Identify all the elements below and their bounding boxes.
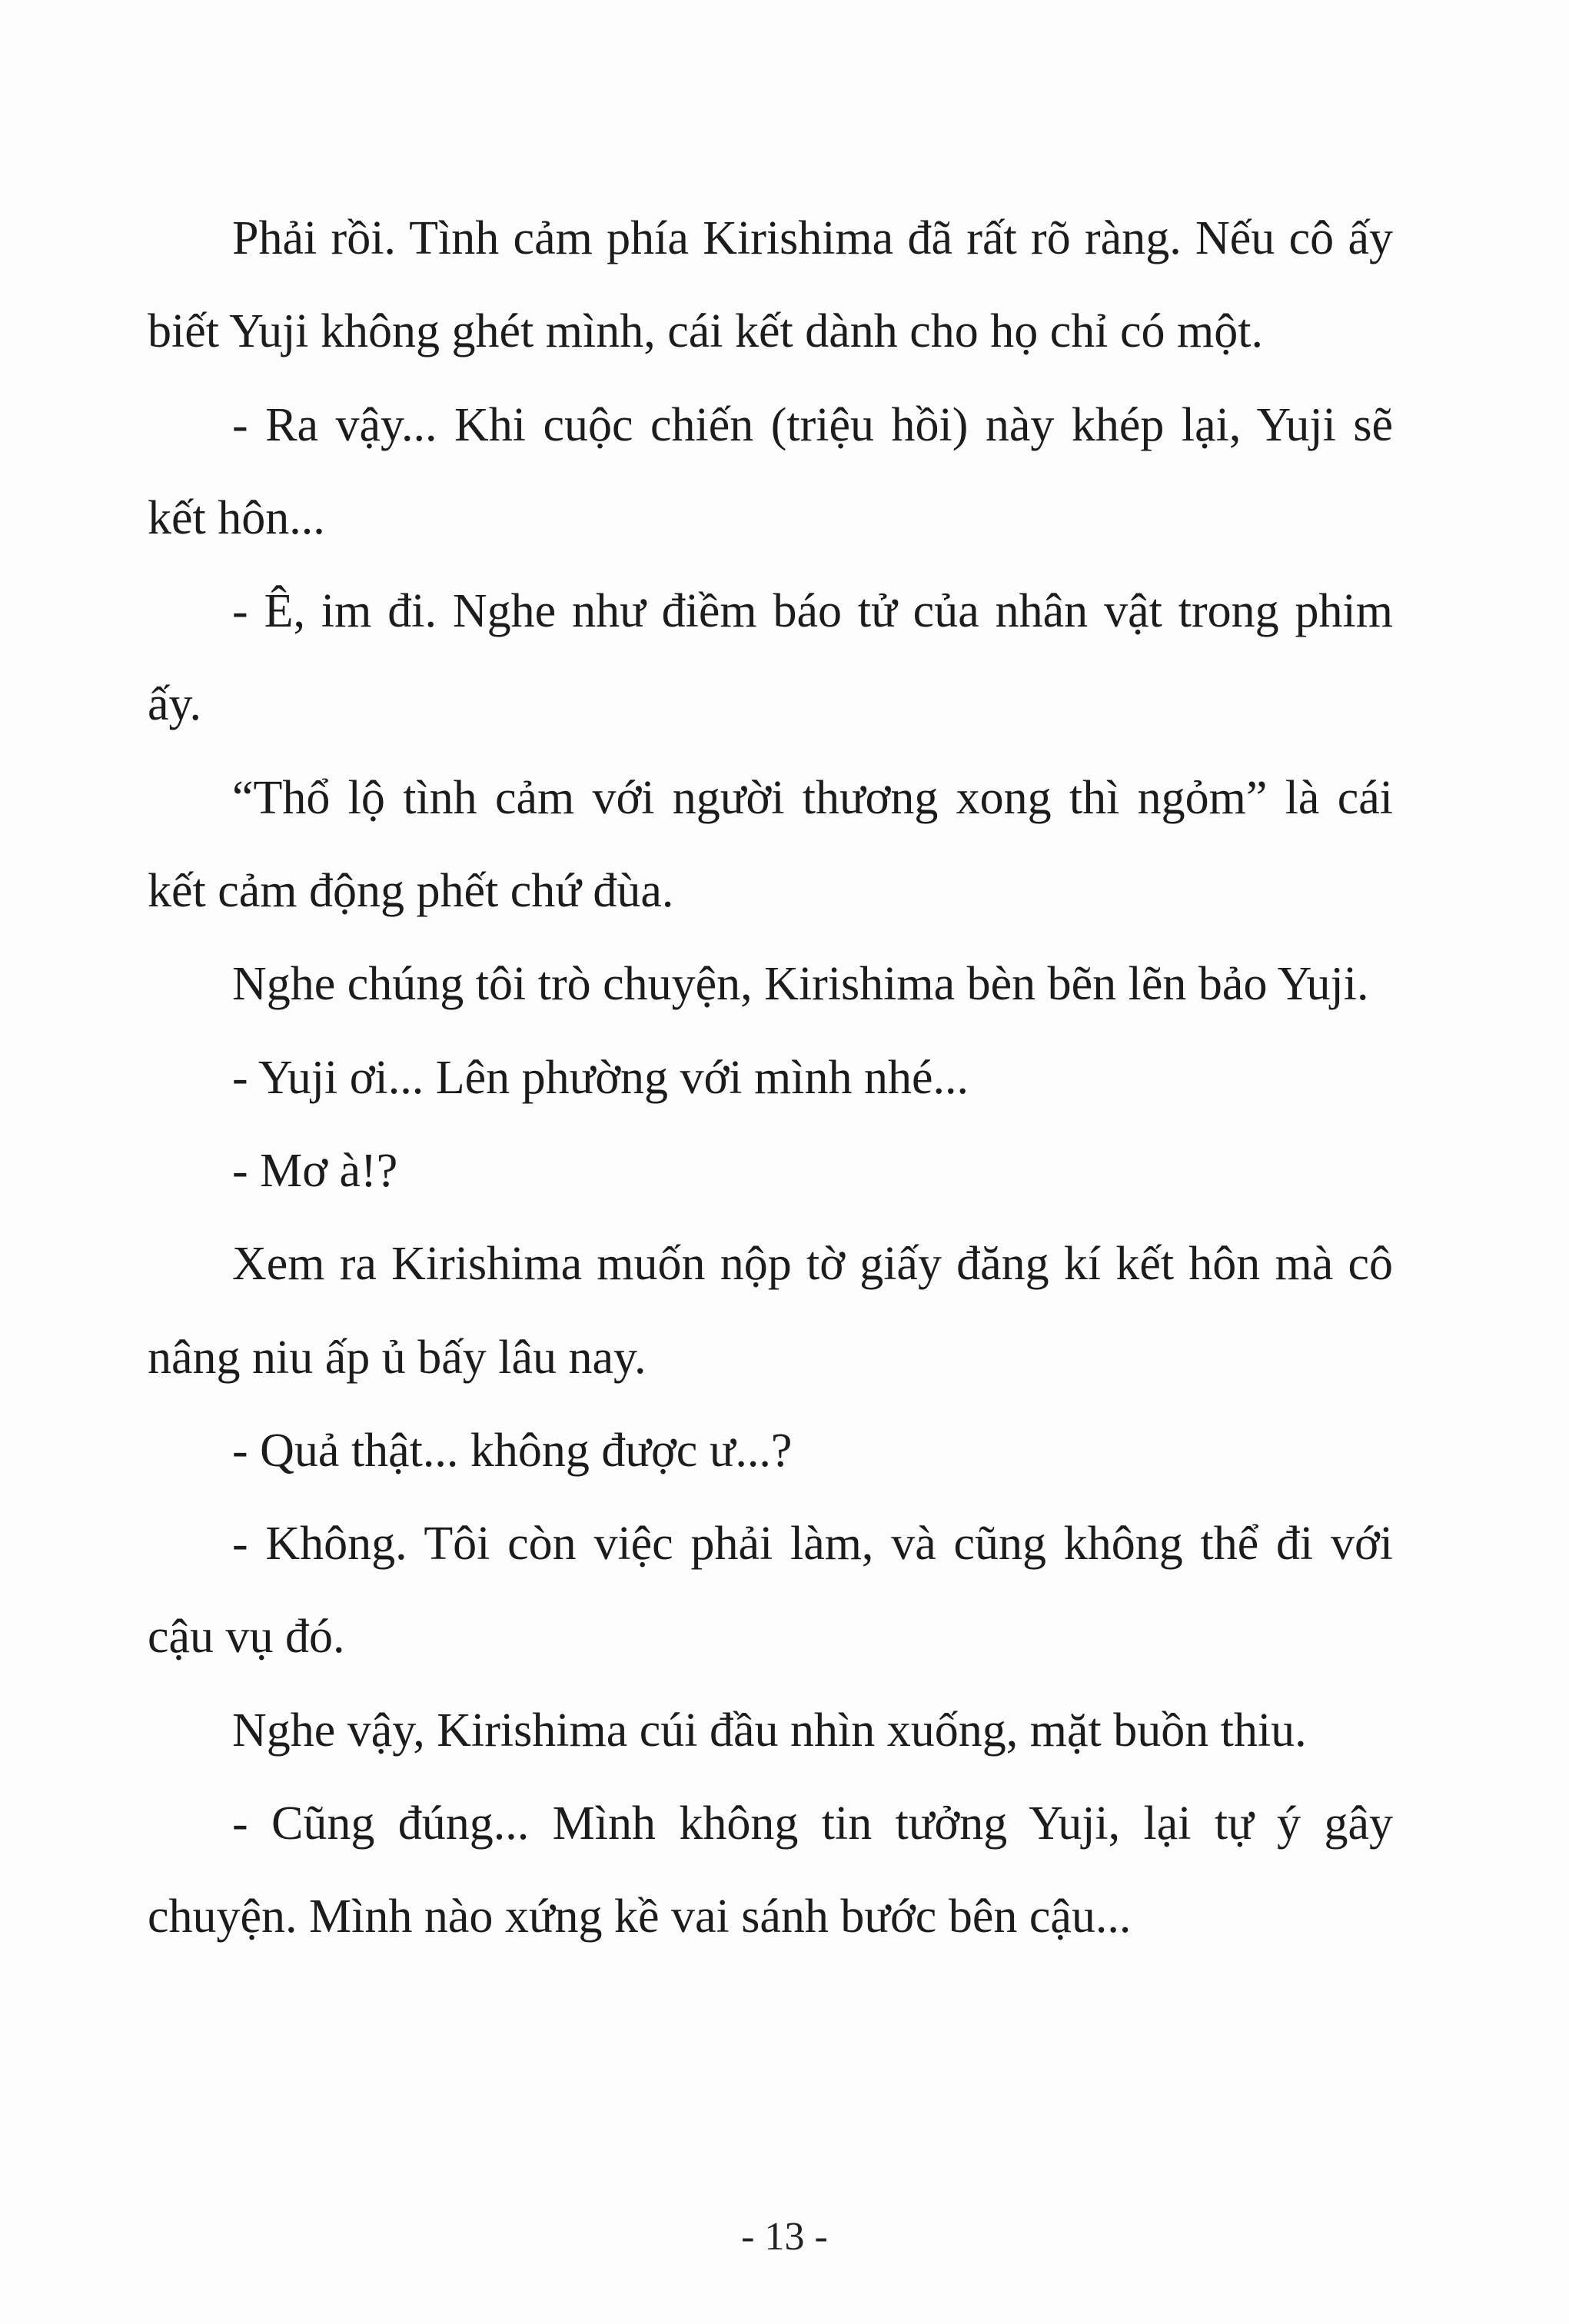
paragraph: Phải rồi. Tình cảm phía Kirishima đã rất rõ ràng. Nếu cô ấy biết Yuji không ghét mình, cái kết dành cho họ chỉ có một. xyxy=(148,212,1393,358)
paragraph: Nghe chúng tôi trò chuyện, Kirishima bèn bẽn lẽn bảo Yuji. xyxy=(232,958,1369,1011)
paragraph: - Yuji ơi... Lên phường với mình nhé... xyxy=(232,1051,969,1104)
paragraph: Xem ra Kirishima muốn nộp tờ giấy đăng kí kết hôn mà cô nâng niu ấp ủ bấy lâu nay. xyxy=(148,1238,1393,1384)
paragraph: - Ra vậy... Khi cuộc chiến (triệu hồi) này khép lại, Yuji sẽ kết hôn... xyxy=(148,398,1393,544)
body-text xyxy=(148,192,1393,1964)
paragraph: - Quả thật... không được ư...? xyxy=(232,1424,793,1477)
paragraph: - Cũng đúng... Mình không tin tưởng Yuji, lại tự ý gây chuyện. Mình nào xứng kề vai sánh bước bên cậu... xyxy=(148,1797,1393,1943)
paragraph: - Mơ à!? xyxy=(232,1144,398,1197)
paragraph: “Thổ lộ tình cảm với người thương xong thì ngỏm” là cái kết cảm động phết chứ đùa. xyxy=(148,771,1393,918)
page-number: - 13 - xyxy=(741,2215,828,2259)
paragraph: - Ê, im đi. Nghe như điềm báo tử của nhân vật trong phim ấy. xyxy=(148,585,1393,731)
paragraph: - Không. Tôi còn việc phải làm, và cũng không thể đi với cậu vụ đó. xyxy=(148,1518,1393,1664)
paragraph: Nghe vậy, Kirishima cúi đầu nhìn xuống, mặt buồn thiu. xyxy=(232,1704,1307,1757)
